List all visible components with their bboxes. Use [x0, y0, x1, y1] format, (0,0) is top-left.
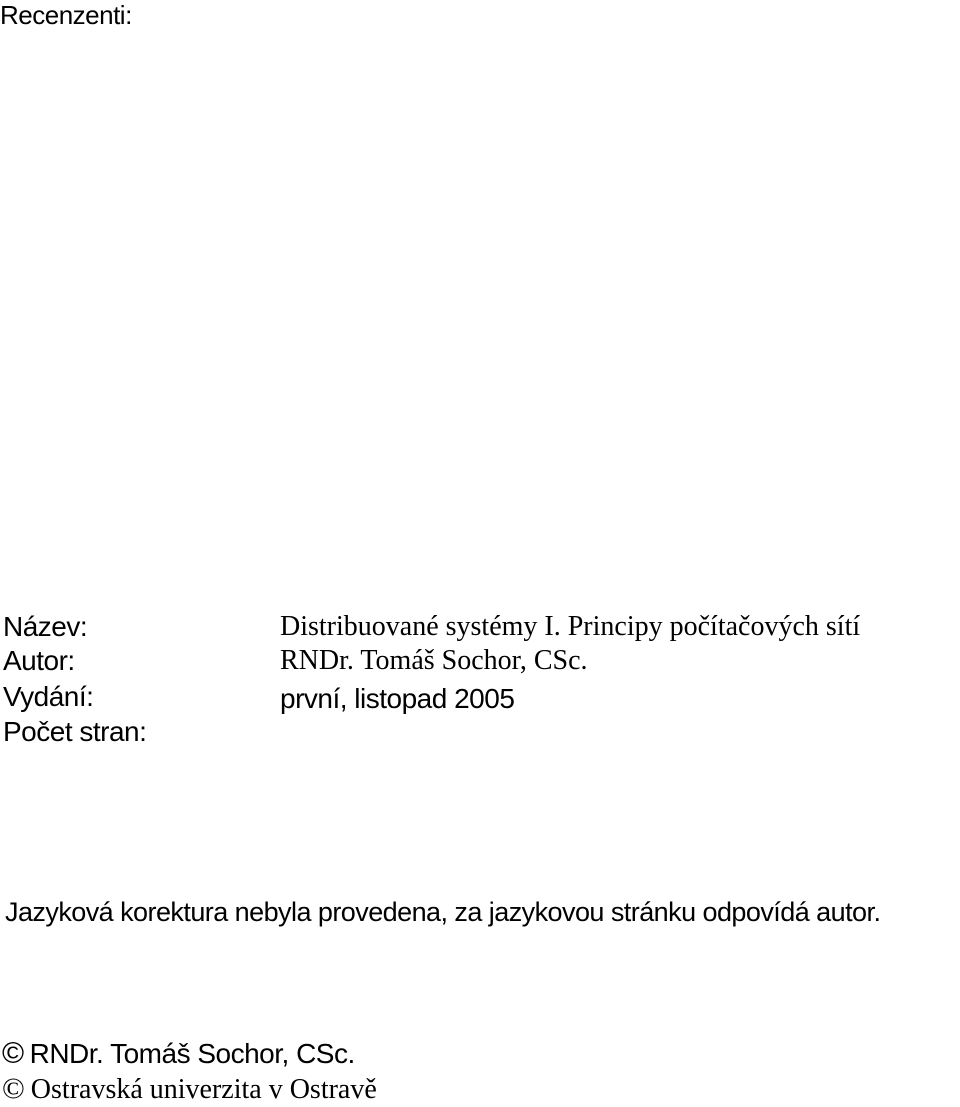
page-count-label: Počet stran: [3, 716, 147, 747]
proofreading-note: Jazyková korektura nebyla provedena, za jazykovou stránku odpovídá autor. [5, 897, 881, 927]
copyright-author-line [2, 1037, 355, 1071]
copyright-icon: © [2, 1072, 25, 1105]
copyright-author: RNDr. Tomáš Sochor, CSc. [29, 1038, 355, 1069]
edition-value: první, listopad 2005 [280, 683, 515, 714]
author-label: Autor: [3, 645, 75, 676]
title-value: Distribuované systémy I. Principy počítačových sítí [280, 611, 861, 642]
title-label: Název: [3, 611, 88, 642]
edition-label: Vydání: [3, 681, 94, 712]
author-value: RNDr. Tomáš Sochor, CSc. [280, 645, 588, 676]
copyright-icon: © [2, 1037, 24, 1070]
reviewers-label: Recenzenti: [0, 0, 132, 30]
copyright-publisher: Ostravská univerzita v Ostravě [30, 1074, 377, 1105]
copyright-publisher-line [2, 1072, 377, 1107]
